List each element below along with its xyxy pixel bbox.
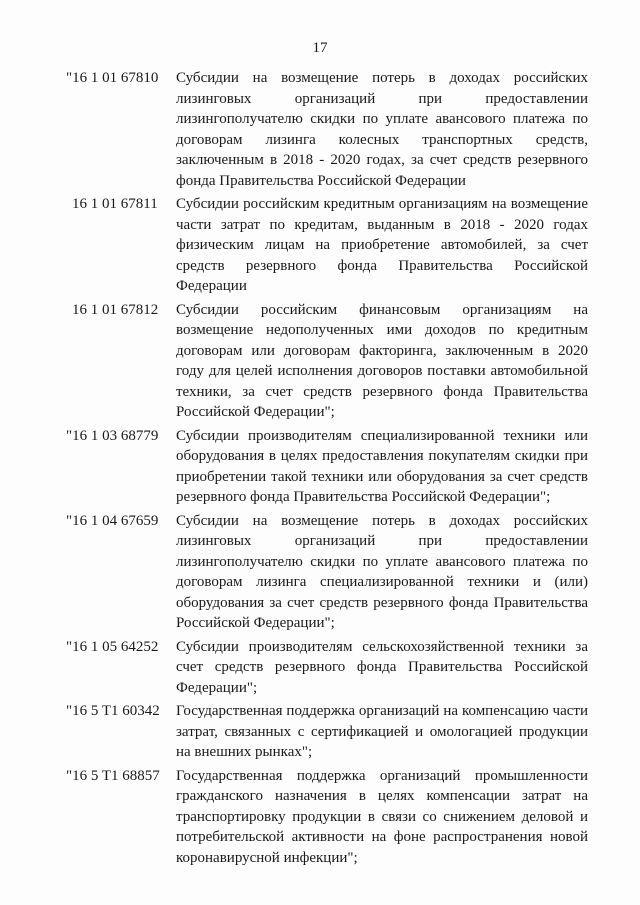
list-item: [66, 426, 588, 508]
list-item: [66, 701, 588, 763]
list-item: [66, 637, 588, 699]
list-item: [66, 511, 588, 634]
budget-code: "16 1 05 64252: [66, 638, 159, 655]
list-item: [66, 68, 588, 191]
budget-code: 16 1 01 67812: [72, 301, 159, 318]
budget-code-description: Субсидии производителям специализированной техники или оборудования в целях предоставления покупателям скидки при приобретении такой техники или оборудования за счет средств резервного фонда Правительства Российской Федерации";: [176, 427, 588, 505]
budget-code: 16 1 01 67811: [72, 196, 158, 212]
budget-code-description: Субсидии российским финансовым организациям на возмещение недополученных ими доходов по кредитным договорам или договорам факторинга, заключенным в 2020 году для целей исполнения договоров поставки автомобильной техники, за счет средств резервного фонда Правительства Российской Федерации";: [176, 301, 588, 420]
list-item: [66, 194, 588, 297]
budget-code: "16 1 04 67659: [66, 512, 159, 529]
budget-code-list: [66, 68, 588, 871]
list-item: [66, 766, 588, 869]
budget-code: "16 5 T1 68857: [66, 767, 160, 784]
budget-code-description: Субсидии производителям сельскохозяйственной техники за счет средств резервного фонда Правительства Российской Федерации";: [176, 638, 588, 696]
budget-code-description: Субсидии на возмещение потерь в доходах российских лизинговых организаций при предоставлении лизингополучателю скидки по уплате авансового платежа по договорам лизинга специализированной техники и (или) оборудования за счет средств резервного фонда Правительства Российской Федерации";: [176, 512, 588, 631]
list-item: [66, 300, 588, 423]
budget-code: "16 1 03 68779: [66, 427, 159, 444]
page-number: 17: [312, 40, 328, 56]
budget-code: "16 5 T1 60342: [66, 703, 160, 719]
budget-code-description: Субсидии российским кредитным организациям на возмещение части затрат по кредитам, выданным в 2018 - 2020 годах физическим лицам на приобретение автомобилей, за счет средств резервного фонда Правительства Российской Федерации: [176, 196, 588, 294]
budget-code-description: Государственная поддержка организаций промышленности гражданского назначения в целях компенсации затрат на транспортировку продукции в связи со снижением деловой и потребительской активности на фоне распространения новой коронавирусной инфекции";: [176, 767, 588, 866]
budget-code-description: Субсидии на возмещение потерь в доходах российских лизинговых организаций при предоставлении лизингополучателю скидки по уплате авансового платежа по договорам лизинга колесных транспортных средств, заключенным в 2018 - 2020 годах, за счет средств резервного фонда Правительства Российской Федерации: [176, 70, 588, 189]
budget-code: "16 1 01 67810: [66, 70, 159, 86]
budget-code-description: Государственная поддержка организаций на компенсацию части затрат, связанных с сертификацией и омологацией продукции на внешних рынках";: [176, 703, 588, 760]
